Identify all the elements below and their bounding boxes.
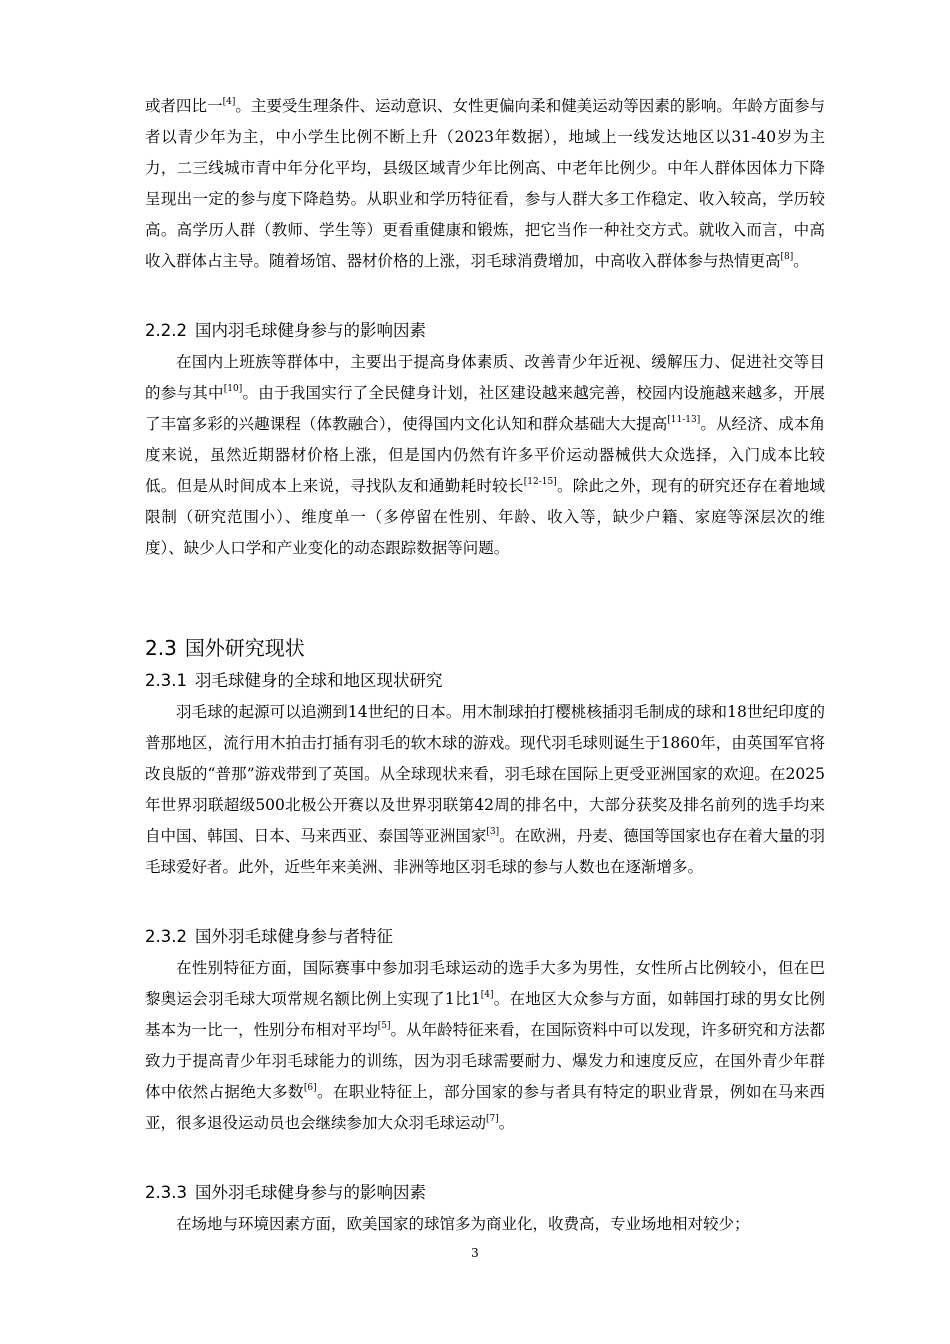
section-heading-2-3-1: [145, 668, 442, 694]
section-heading-2-2-2: [145, 318, 426, 344]
text-run: 。主要受生理条件、运动意识、女性更偏向柔和健美运动等因素的影响。年龄方面参与者以青少年为主，中小学生比例不断上升（2023年数据），地域上一线发达地区以31-40岁为主力，二三线城市青中年分化平均，县级区域青少年比例高、中老年比例少。中年人群体因体力下降呈现出一定的参与度下降趋势。从职业和学历特征看，参与人群大多工作稳定、收入较高，学历较高。高学历人群（教师、学生等）更看重健康和锻炼，把它当作一种社交方式。就收入而言，中高收入群体占主导。随着场馆、器材价格的上涨，羽毛球消费增加，中高收入群体参与热情更高: [145, 97, 825, 270]
citation: [12-15]: [523, 477, 557, 487]
section-number: 2.2.2: [145, 321, 187, 340]
text-run: 。从经济、成本角度来说，虽然近期器材价格上涨，但是国内仍然有许多平价运动器械供大众选择，入门成本比较低。但是从时间成本上来说，寻找队友和通勤耗时较长: [145, 415, 825, 495]
paragraph-2-3-3: [145, 1209, 825, 1240]
section-number: 2.3.3: [145, 1183, 187, 1202]
text-run: 。在职业特征上，部分国家的参与者具有特定的职业背景，例如在马来西亚，很多退役运动员也会继续参加大众羽毛球运动: [145, 1083, 825, 1132]
citation: [5]: [377, 1021, 391, 1031]
text-run: 羽毛球的起源可以追溯到14世纪的日本。用木制球拍打樱桃核插羽毛制成的球和18世纪印度的普那地区，流行用木拍击打插有羽毛的软木球的游戏。现代羽毛球则诞生于1860年，由英国军官将改良版的“普那”游戏带到了英国。从全球现状来看，羽毛球在国际上更受亚洲国家的欢迎。在2025年世界羽联超级500北极公开赛以及世界羽联第42周的排名中，大部分获奖及排名前列的选手均来自中国、韩国、日本、马来西亚、泰国等亚洲国家: [145, 703, 825, 845]
text-run: 。由于我国实行了全民健身计划，社区建设越来越完善，校园内设施越来越多，开展了丰富多彩的兴趣课程（体教融合），使得国内文化认知和群众基础大大提高: [145, 384, 825, 433]
text-run: 。在欧洲，丹麦、德国等国家也存在着大量的羽毛球爱好者。此外，近些年来美洲、非洲等地区羽毛球的参与人数也在逐渐增多。: [145, 827, 825, 876]
section-title: 国内羽毛球健身参与的影响因素: [194, 321, 426, 340]
section-title: 国外研究现状: [184, 636, 305, 660]
paragraph-2-3-2: [145, 953, 825, 1139]
section-heading-2-3: [145, 634, 305, 662]
section-number: 2.3.2: [145, 927, 187, 946]
section-heading-2-3-3: [145, 1180, 426, 1206]
text-run: 在性别特征方面，国际赛事中参加羽毛球运动的选手大多为男性，女性所占比例较小，但在巴黎奥运会羽毛球大项常规名额比例上实现了1比1: [145, 959, 825, 1008]
citation: [10]: [223, 384, 243, 394]
text-run: 在国内上班族等群体中，主要出于提高身体素质、改善青少年近视、缓解压力、促进社交等目的参与其中: [145, 353, 825, 402]
page-number: 3: [471, 1246, 479, 1260]
text-run: 。从年龄特征来看，在国际资料中可以发现，许多研究和方法都致力于提高青少年羽毛球能力的训练，因为羽毛球需要耐力、爆发力和速度反应，在国外青少年群体中依然占据绝大多数: [145, 1021, 825, 1101]
text-run: 在场地与环境因素方面，欧美国家的球馆多为商业化，收费高，专业场地相对较少；: [176, 1215, 750, 1233]
section-title: 国外羽毛球健身参与者特征: [194, 927, 393, 946]
citation: [4]: [222, 97, 236, 107]
text-run: 。除此之外，现有的研究还存在着地域限制（研究范围小）、维度单一（多停留在性别、年龄、收入等，缺少户籍、家庭等深层次的维度）、缺少人口学和产业变化的动态跟踪数据等问题。: [145, 477, 825, 557]
paragraph-2-3-1: [145, 697, 825, 883]
section-number: 2.3: [145, 636, 177, 660]
section-title: 国外羽毛球健身参与的影响因素: [194, 1183, 426, 1202]
text-run: 或者四比一: [145, 97, 223, 115]
text-run: 。: [793, 252, 809, 270]
citation: [3]: [486, 827, 500, 837]
citation: [11-13]: [667, 415, 701, 425]
citation: [6]: [303, 1083, 317, 1093]
paragraph-2-2-1-continued: [145, 91, 825, 277]
section-number: 2.3.1: [145, 671, 187, 690]
citation: [8]: [780, 252, 794, 262]
text-run: 。在地区大众参与方面，如韩国打球的男女比例基本为一比一，性别分布相对平均: [145, 990, 825, 1039]
text-run: 。: [498, 1114, 515, 1132]
citation: [4]: [480, 990, 494, 1000]
citation: [7]: [486, 1114, 499, 1124]
paragraph-2-2-2: [145, 347, 825, 564]
section-heading-2-3-2: [145, 924, 393, 950]
section-title: 羽毛球健身的全球和地区现状研究: [194, 671, 443, 690]
